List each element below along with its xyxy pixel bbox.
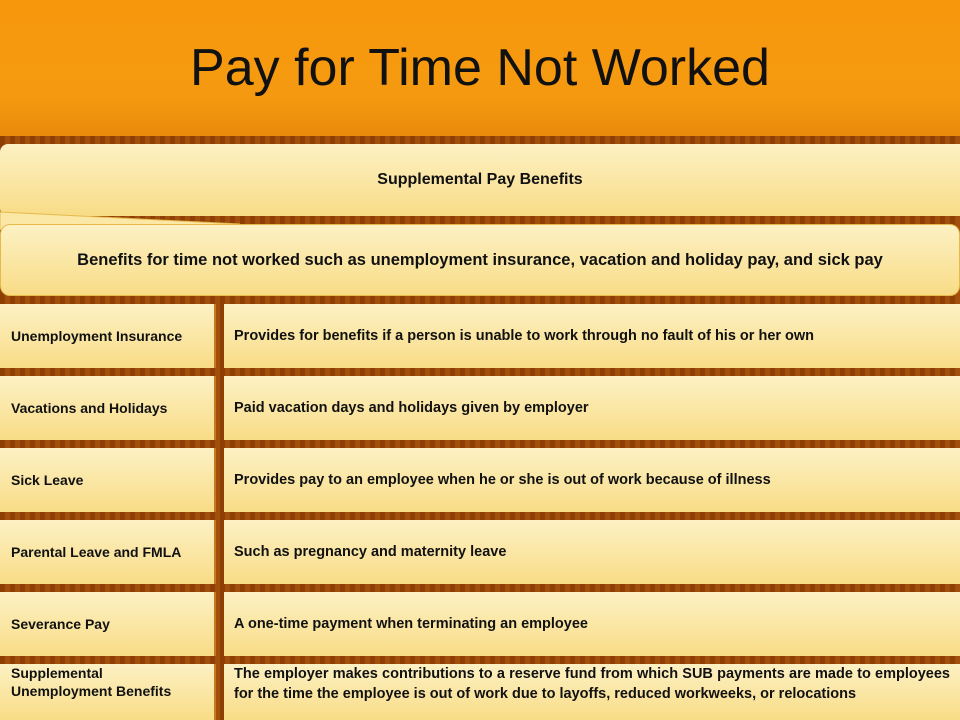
row-label-parental-leave <box>0 520 216 584</box>
row-label-severance-pay <box>0 592 216 656</box>
row-label-text: Sick Leave <box>11 472 84 488</box>
row-value-sick-leave <box>224 448 960 512</box>
description-text: Benefits for time not worked such as unemployment insurance, vacation and holiday pay, and sick pay <box>77 251 883 269</box>
slide-title: Pay for Time Not Worked <box>190 39 770 97</box>
description-callout <box>0 224 960 296</box>
row-value-text: Provides pay to an employee when he or she is out of work because of illness <box>234 472 771 488</box>
section-header-text: Supplemental Pay Benefits <box>377 171 583 188</box>
row-value-sub <box>224 664 960 720</box>
row-value-text: The employer makes contributions to a reserve fund from which SUB payments are made to employees for the time the employee is out of work due to layoffs, reduced workweeks, or relocations <box>234 666 950 702</box>
row-label-text: Parental Leave and FMLA <box>11 544 182 560</box>
row-label-text: Supplemental Unemployment Benefits <box>11 665 172 699</box>
row-value-text: Paid vacation days and holidays given by employer <box>234 400 589 416</box>
row-label-vacations-holidays <box>0 376 216 440</box>
row-value-vacations-holidays <box>224 376 960 440</box>
row-label-sub <box>0 664 216 720</box>
row-label-sick-leave <box>0 448 216 512</box>
row-label-text: Vacations and Holidays <box>11 400 168 416</box>
row-label-text: Severance Pay <box>11 616 110 632</box>
row-value-unemployment-insurance <box>224 304 960 368</box>
row-value-severance-pay <box>224 592 960 656</box>
title-band <box>0 0 960 136</box>
row-label-unemployment-insurance <box>0 304 216 368</box>
row-value-text: A one-time payment when terminating an employee <box>234 616 588 632</box>
row-value-parental-leave <box>224 520 960 584</box>
row-value-text: Such as pregnancy and maternity leave <box>234 544 507 560</box>
row-value-text: Provides for benefits if a person is unable to work through no fault of his or her own <box>234 328 815 344</box>
row-label-text: Unemployment Insurance <box>11 328 183 344</box>
